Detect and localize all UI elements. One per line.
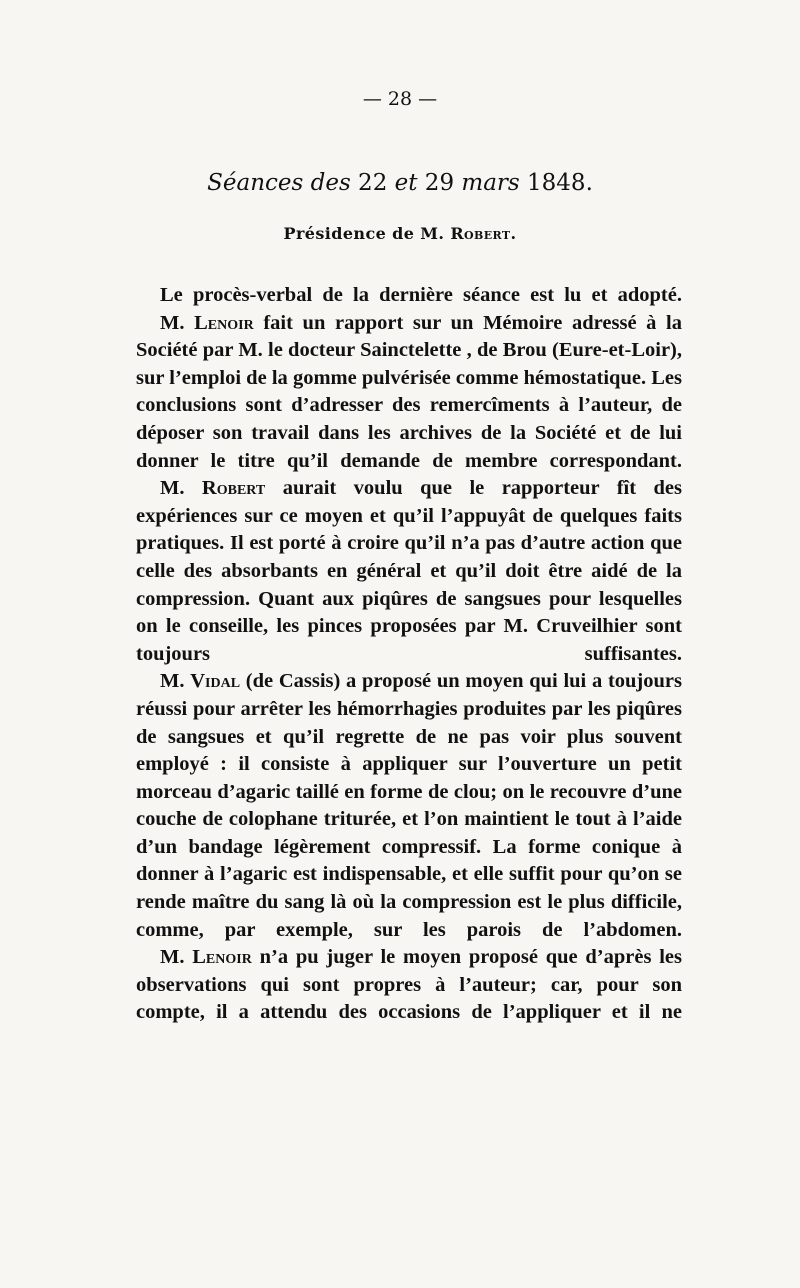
paragraph-5-name: Lenoir [192, 946, 252, 969]
paragraph-4-text: (de Cassis) a proposé un moyen qui lui a toujours réussi pour arrêter les hémorrhagies produites par les piqûres de sangsues et qu’il regrette de ne pas voir plus souvent employé : il consiste à appliquer sur l’ouverture un petit morceau d’agaric taillé en forme de clou; on le recouvre d’une couche de colophane triturée, et l’on maintient le tout à l’aide d’un bandage légèrement compressif. La forme conique à donner à l’agaric est indispensable, et elle suffit pour qu’on se rende maître du sang là où la compression est le plus difficile, comme, par exemple, sur les parois de l’abdomen. [136, 670, 682, 941]
paragraph-3-name: Robert [201, 477, 266, 500]
presidence-end: . [510, 224, 517, 243]
paragraph-4-name: Vidal [190, 670, 241, 693]
presidence-line [0, 224, 800, 243]
paragraph-5 [136, 944, 682, 1027]
presidence-m: M. [414, 224, 451, 243]
paragraph-4-m: M. [160, 670, 191, 693]
paragraph-5-text: n’a pu juger le moyen proposé que d’après les observations qui sont propres à l’auteur; car, pour son compte, il a attendu des occasions de l’appliquer et il ne [136, 946, 682, 1024]
title-part3: mars [461, 170, 520, 196]
title-part2: et [394, 170, 418, 196]
presidence-name: Robert [450, 224, 511, 243]
paragraph-1: Le procès-verbal de la dernière séance est lu et adopté. [160, 284, 682, 306]
title-part1: Séances des [207, 170, 351, 196]
paragraph-4 [136, 668, 682, 944]
body-text [136, 282, 682, 1027]
paragraph-3-m: M. [160, 477, 202, 500]
title-num2: 29 [417, 170, 462, 196]
paragraph-2-m: M. [160, 311, 195, 334]
paragraph-3-text: aurait voulu que le rapporteur fît des expériences sur ce moyen et qu’il l’appuyât de quelques faits pratiques. Il est porté à croire qu’il n’a pas d’autre action que celle des absorbants en général et qu’il doit être aidé de la compression. Quant aux piqûres de sangsues pour lesquelles on le conseille, les pinces proposées par M. Cruveilhier sont toujours suffisantes. [136, 477, 682, 665]
title-num1: 22 [350, 170, 395, 196]
paragraph-2-text: fait un rapport sur un Mémoire adressé à la Société par M. le docteur Sainctelette , de Brou (Eure-et-Loir), sur l’emploi de la gomme pulvérisée comme hémostatique. Les conclusions sont d’adresser des remercîments à l’auteur, de déposer son travail dans les archives de la Société et de lui donner le titre qu’il demande de membre correspondant. [136, 311, 682, 472]
paragraph-3 [136, 475, 682, 668]
presidence-label: Présidence de [283, 224, 415, 243]
paragraph-5-m: M. [160, 946, 193, 969]
paragraph-2 [136, 310, 682, 476]
session-title [0, 170, 800, 196]
paragraph-2-name: Lenoir [194, 311, 254, 334]
page-number: — 28 — [362, 88, 438, 110]
title-year: 1848. [519, 170, 593, 196]
